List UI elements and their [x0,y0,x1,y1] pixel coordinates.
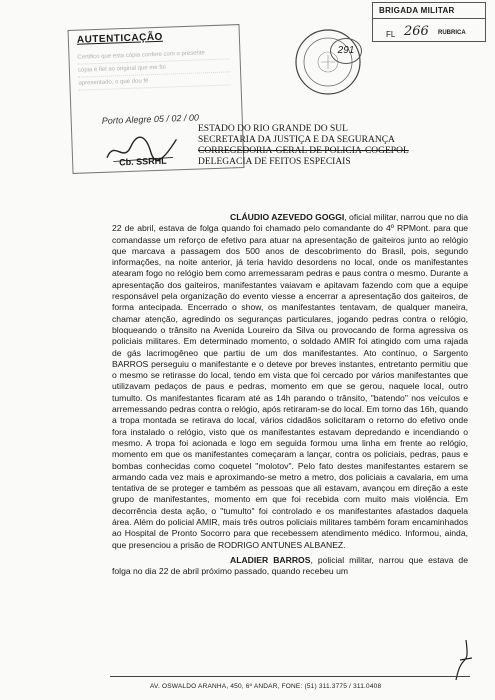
stamp-date: Porto Alegre 05 / 02 / 00 [101,112,200,126]
witness-name: ALADIER BARROS [230,554,311,565]
paragraph-text: , policial militar, narrou que estava de folga no dia 22 de abril próximo passado, quando recebeu um [112,554,468,577]
stamp-title: AUTENTICAÇÃO [76,31,164,46]
footer-divider [110,676,470,677]
folio-number: 266 [404,24,429,39]
institution-header [198,124,458,168]
stamp-line: cópia é fiel ao original que me foi [78,62,230,77]
stamp-officer: Cb. SSRHL [119,155,167,168]
folio-box [378,22,478,42]
header-line: CORREGEDORIA-GERAL DE POLICIA-COGEPOL [198,146,409,156]
paragraph-barros [112,555,468,578]
rubrica-label: RUBRICA [438,30,466,36]
footer-address: AV. OSWALDO ARANHA, 450, 6º ANDAR, FONE: (51) 311.3775 / 311.0408 [150,683,382,690]
brigada-title: BRIGADA MILITAR [373,3,485,19]
folio-label: FL [386,30,396,39]
header-line: SECRETARIA DA JUSTIÇA E DA SEGURANÇA [198,135,395,145]
witness-name: CLÁUDIO AZEVEDO GOGGI [230,212,345,222]
header-line: ESTADO DO RIO GRANDE DO SUL [198,124,348,134]
stamp-text [77,49,230,93]
handwritten-page-number: 291 [330,38,362,64]
header-line: DELEGACIA DE FEITOS ESPECIAIS [198,157,351,167]
margin-initials-icon [452,630,476,690]
testimony-body [112,212,468,578]
stamp-line: Certifico que esta cópia confere com o presente [77,49,229,64]
paragraph-text: , oficial militar, narrou que no dia 22 de abril, estava de folga quando foi chamado pelo comandante do 4º RPMont. para que comandasse um reforço de efetivo para atuar na apresentação de gaiteiros junto ao relógio que marcava a passagem dos 500 anos de descobrimento do Brasil, pois, segundo informações, na noite anterior, já teria havido desordens no local, onde os manifestantes atearam fogo no relógio bem como arremessaram pedras e paus contra o mesmo. Durante a apresentação dos gaiteiros, manifestantes vaiavam e apitavam fazendo com que a equipe responsável pela organização do evento viesse a encerrar a apresentação dos gaiteiros, de forma antecipada. Encerrado o show, os manifestantes tentavam, de qualquer maneira, chamar atenção, agredindo os seguranças particulares, jogando pedras contra o relógio, bloqueando o trânsito na Avenida Loureiro da Silva ou provocando de forma agressiva os policiais militares. Em determinado momento, o soldado AMIR foi atingido com uma rajada de gás lacrimogêneo que partiu de um dos manifestantes. Ato contínuo, o Sargento BARROS perseguiu o manifestante e o deteve por breves instantes, entretanto permitiu que o mesmo se retirasse do local, tendo em vista que foi cercado por vários manifestantes que utilizavam pedaços de paus e pedras, momento em que se gerou, naquele local, outro tumulto. Os manifestantes ficaram até as 14h parando o trânsito, "batendo" nos veículos e arremessando pedras contra o relógio, após retiraram-se do local. Em torno das 16h, quando a tropa montada se retirava do local, vários cidadãos solicitaram o retorno do efetivo onde fora instalado o relógio, visto que os manifestantes estavam depredando e incendiando o mesmo. A tropa foi acionada e logo em seguida formou uma linha em frente ao relógio, momento em que os manifestantes começaram a lançar, contra os policiais, pedras, paus e bombas conhecidas como coquetel "molotov". Pelo fato destes manifestantes estarem se armando cada vez mais e aproximando-se metro a metro, dos policiais a cavalaria, em uma tentativa de se proteger e também as pessoas que ali estavam, avançou em direção a este grupo de manifestantes, momento em que foi recebida com muito mais violência. Em decorrência desta ação, o "tumulto" foi controlado e os manifestantes afastados daquela área. Além do policial AMIR, mais três outros policiais militares também foram encaminhados ao Hospital de Pronto Socorro para que recebessem atendimento médico. Informou, ainda, que presenciou a prisão de RODRIGO ANTUNES ALBANEZ. [112,212,469,550]
stamp-line: apresentado, o que dou fé [78,75,230,90]
paragraph-goggi [112,212,468,551]
